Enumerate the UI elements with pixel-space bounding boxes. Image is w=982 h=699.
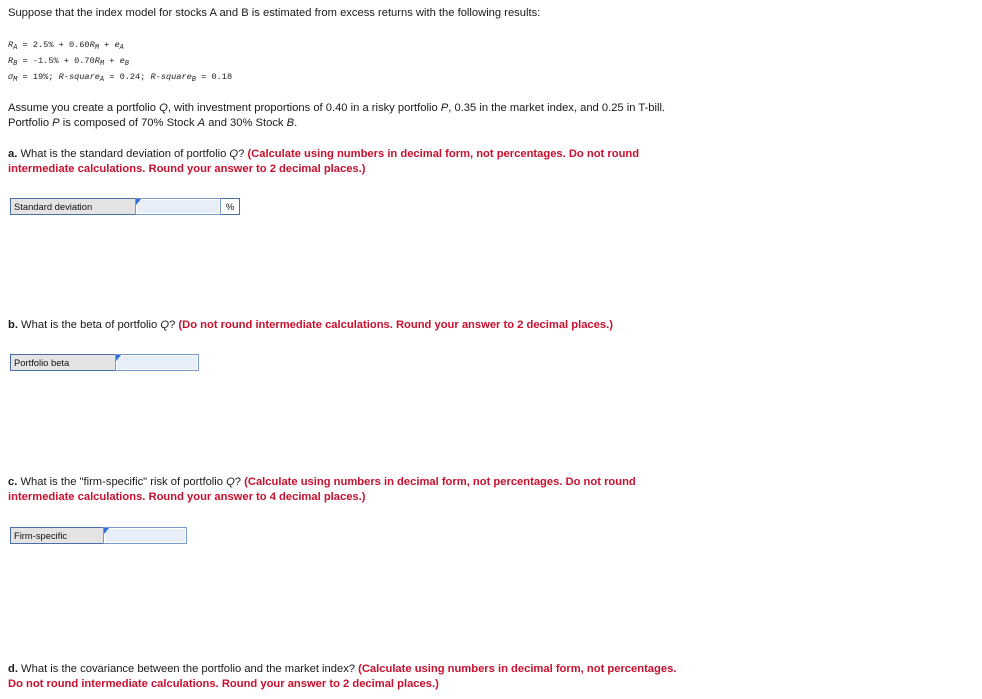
answer-row-std-dev [10,198,240,215]
question-b: b. What is the beta of portfolio Q? (Do not round intermediate calculations. Round your answer to 2 decimal places.) [8,319,613,331]
assumption-text: Assume you create a portfolio Q, with investment proportions of 0.40 in a risky portfolio P, 0.35 in the market index, and 0.25 in T-bill. Portfolio P is composed of 70% Stock A and 30% Stock B. [8,102,666,129]
flag-icon [136,199,141,205]
std-dev-input[interactable] [137,200,219,213]
firm-specific-input-wrap [104,528,186,543]
equation-rb: $R_B = -1.5\% + 0.70R_M + e_B$ [8,56,129,68]
answer-row-beta [10,354,199,371]
firm-specific-label: Firm-specific [11,528,104,543]
equation-ra: $R_A = 2.5\% + 0.60R_M + e_A$ [8,40,124,52]
beta-label: Portfolio beta [11,355,116,370]
flag-icon [104,528,109,534]
percent-unit: % [220,199,239,214]
std-dev-label: Standard deviation [11,199,136,214]
question-a: a. What is the standard deviation of portfolio Q? (Calculate using numbers in decimal form, not percentages. Do not round intermediate calculations. Round your answer to 2 decimal places.) [8,148,640,175]
std-dev-input-wrap [136,199,220,214]
question-c: c. What is the "firm-specific" risk of portfolio Q? (Calculate using numbers in decimal form, not percentages. Do not round intermediate calculations. Round your answer to 4 decimal places.) [8,476,636,503]
equation-sigma: $\sigma_M = 19\%$; R-square$_A$ = 0.24; R-square$_B$ = 0.18 [8,72,233,84]
question-d: d. What is the covariance between the portfolio and the market index? (Calculate using numbers in decimal form, not percentages. Do not round intermediate calculations. Round your answer to 2 decimal places.) [8,663,677,690]
flag-icon [116,355,121,361]
firm-specific-input[interactable] [105,529,185,542]
beta-input[interactable] [117,356,197,369]
beta-input-wrap [116,355,198,370]
answer-row-firm-specific [10,527,187,544]
intro-text: Suppose that the index model for stocks A and B is estimated from excess returns with the following results: [8,7,541,19]
